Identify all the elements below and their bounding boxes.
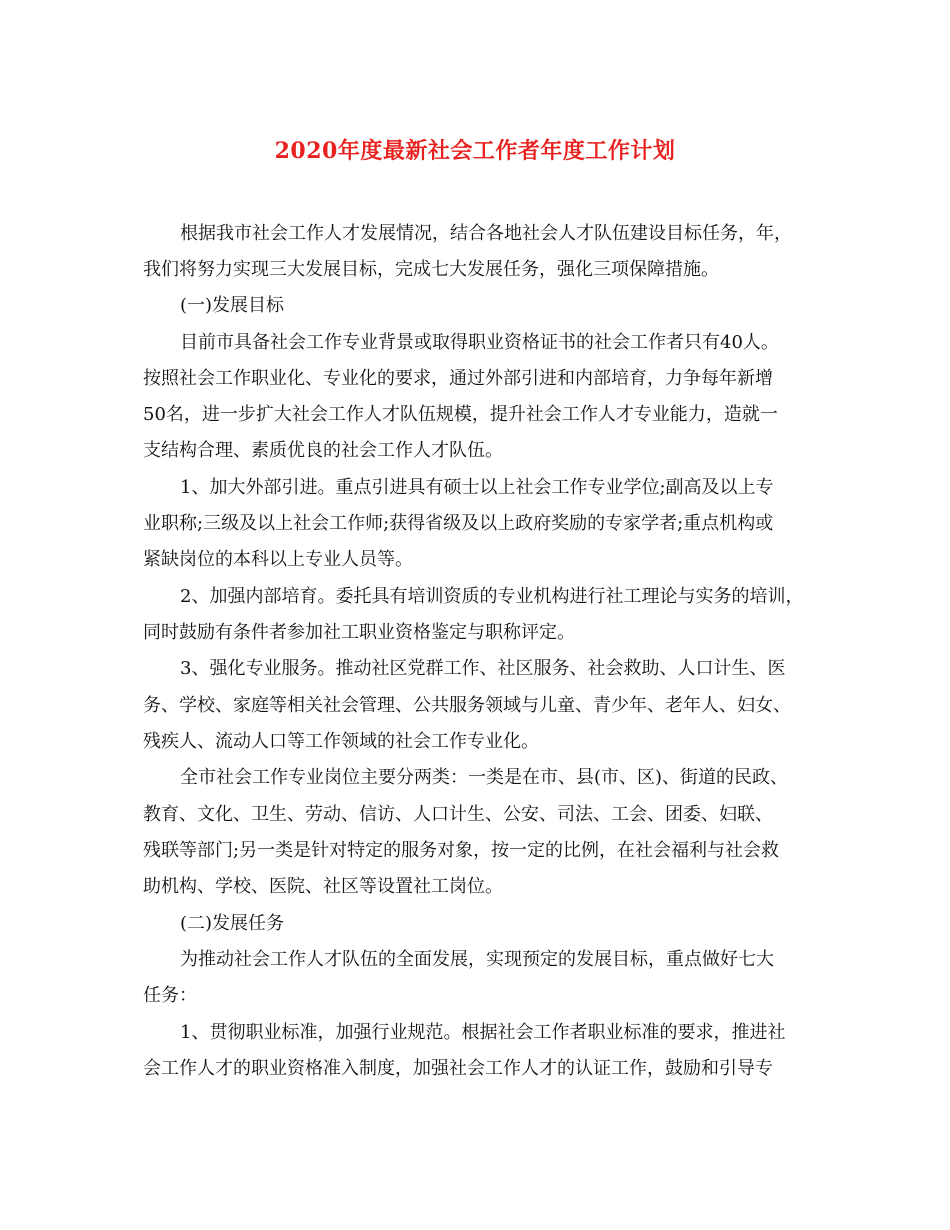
section-heading: (一)发展目标 bbox=[180, 295, 285, 316]
body-line: 目前市具备社会工作专业背景或取得职业资格证书的社会工作者只有40人。 bbox=[180, 332, 779, 353]
body-line: 为推动社会工作人才队伍的全面发展，实现预定的发展目标，重点做好七大 bbox=[180, 949, 774, 970]
body-line: 根据我市社会工作人才发展情况，结合各地社会人才队伍建设目标任务，年， bbox=[180, 223, 792, 244]
body-line: 3、强化专业服务。推动社区党群工作、社区服务、社会救助、人口计生、医 bbox=[180, 658, 786, 679]
body-line: 紧缺岗位的本科以上专业人员等。 bbox=[143, 549, 413, 570]
body-line: 1、贯彻职业标准，加强行业规范。根据社会工作者职业标准的要求，推进社 bbox=[180, 1022, 786, 1043]
body-line: 教育、文化、卫生、劳动、信访、人口计生、公安、司法、工会、团委、妇联、 bbox=[143, 804, 773, 825]
body-line: 业职称;三级及以上社会工作师;获得省级及以上政府奖励的专家学者;重点机构或 bbox=[143, 513, 774, 534]
body-line: 50名，进一步扩大社会工作人才队伍规模，提升社会工作人才专业能力，造就一 bbox=[143, 404, 778, 425]
body-line: 务、学校、家庭等相关社会管理、公共服务领域与儿童、青少年、老年人、妇女、 bbox=[143, 695, 791, 716]
body-line: 残联等部门;另一类是针对特定的服务对象，按一定的比例，在社会福利与社会救 bbox=[143, 840, 780, 861]
body-line: 2、加强内部培育。委托具有培训资质的专业机构进行社工理论与实务的培训， bbox=[180, 586, 804, 607]
section-heading: (二)发展任务 bbox=[180, 913, 285, 934]
body-line: 按照社会工作职业化、专业化的要求，通过外部引进和内部培育，力争每年新增 bbox=[143, 368, 773, 389]
body-line: 支结构合理、素质优良的社会工作人才队伍。 bbox=[143, 440, 503, 461]
body-line: 任务： bbox=[143, 985, 197, 1006]
document-title: 2020年度最新社会工作者年度工作计划 bbox=[274, 138, 676, 164]
body-line: 全市社会工作专业岗位主要分两类：一类是在市、县(市、区)、街道的民政、 bbox=[180, 767, 789, 788]
body-line: 1、加大外部引进。重点引进具有硕士以上社会工作专业学位;副高及以上专 bbox=[180, 477, 774, 498]
body-line: 我们将努力实现三大发展目标，完成七大发展任务，强化三项保障措施。 bbox=[143, 259, 719, 280]
body-line: 残疾人、流动人口等工作领域的社会工作专业化。 bbox=[143, 731, 539, 752]
body-line: 同时鼓励有条件者参加社工职业资格鉴定与职称评定。 bbox=[143, 622, 575, 643]
body-line: 会工作人才的职业资格准入制度，加强社会工作人才的认证工作，鼓励和引导专 bbox=[143, 1058, 773, 1079]
body-line: 助机构、学校、医院、社区等设置社工岗位。 bbox=[143, 876, 503, 897]
